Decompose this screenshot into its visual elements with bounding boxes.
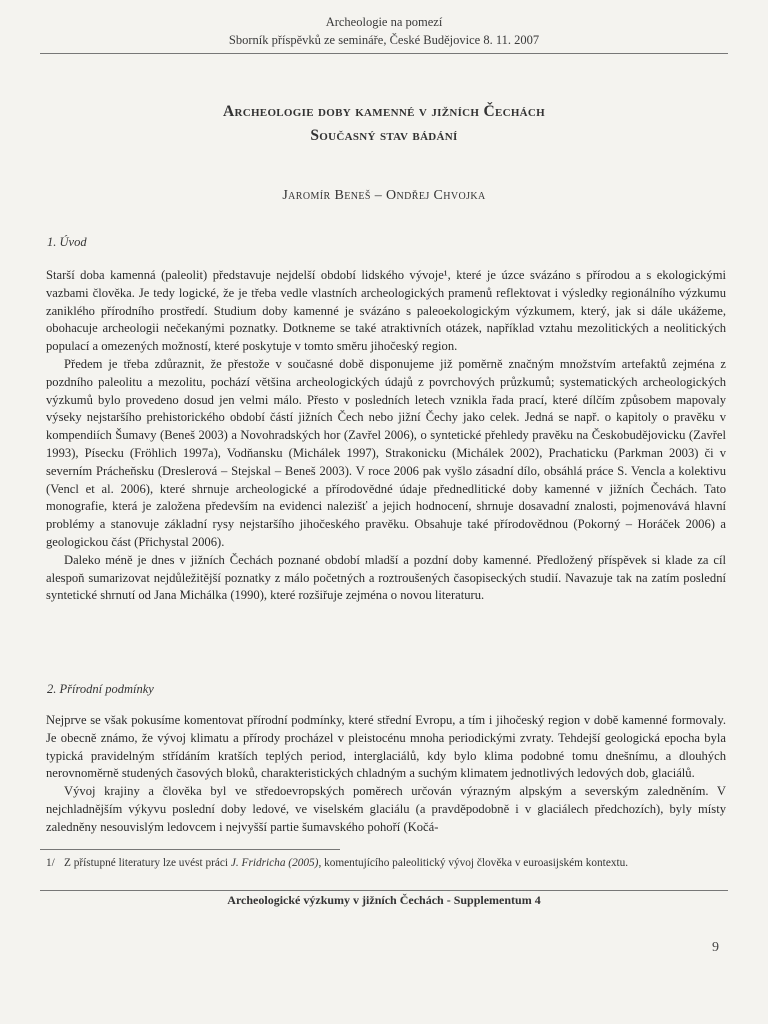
header-line-2: Sborník příspěvků ze semináře, České Budějovice 8. 11. 2007 [228, 33, 540, 47]
section-heading-intro: 1. Úvod [47, 235, 87, 249]
article-title: Archeologie doby kamenné v jižních Čechách [222, 103, 546, 120]
authors: Jaromír Beneš – Ondřej Chvojka [282, 188, 486, 203]
paragraph: Předem je třeba zdůraznit, že přestože v současné době disponujeme již poměrně značným množstvím artefaktů zejména z pozdního paleolitu a mezolitu, pochází většina archeologických údajů z povrchových průzkumů; systematických archeologických výzkumů bylo provedeno dosud jen velmi málo. Přesto v posledních letech vznikla řada prací, které dílčím způsobem mapovaly výseky nejstaršího prehistorického období částí jižních Čech nebo jižní Čechy jako celek. Jedná se např. o kapitoly o pravěku v kompendiích Šumavy (Beneš 2003) a Novohradských hor (Zavřel 2006), o syntetické přehledy pravěku na Českobudějovicku (Zavřel 1993), Písecku (Fröhlich 1997a), Vodňansku (Michálek 1997), Strakonicku (Michálek 2002), Prachaticku (Parkman 2003) či v severním Prácheňsku (Dreslerová – Stejskal – Beneš 2003). V roce 2006 pak vyšlo zásadní dílo, obsáhlá práce S. Vencla a kolektivu (Vencl et al. 2006), které shrnuje archeologické a přírodovědné údaje přednedlitické doby kamenné v jižních Čechách. Tato monografie, která je založena především na evidenci nalezišť a jejich hodnocení, shrnuje dosavadní znalosti, pojmenovává hlavní problémy a stanovuje základní rysy nejstaršího jihočeského pravěku. Obsahuje také přírodovědnou (Pokorný – Horáček 2006) a geologickou část (Přichystal 2006). [46, 356, 726, 549]
running-footer: Archeologické výzkumy v jižních Čechách - Supplementum 4 [227, 893, 541, 907]
paragraph: Nejprve se však pokusíme komentovat přírodní podmínky, které střední Evropu, a tím i jihočeský region v době kamenné formovaly. Je obecně známo, že vývoj klimatu a přírody procházel v pleistocénu mnoha periodickými zvraty. Tehdejší geologická epocha byla typická pravidelným střídáním kratších teplých period, interglaciálů, kdy bylo klima podobné tomu dnešnímu, a dlouhých nerovnoměrně studených časových bloků, charakteristických chladným a suchým klimatem jednotlivých ledových dob, glaciálů. [46, 713, 726, 781]
footnote-number: 1/ [46, 857, 55, 869]
header-line-1: Archeologie na pomezí [325, 15, 443, 29]
paragraph: Vývoj krajiny a člověka byl ve středoevropských poměrech určován výrazným alpským a severským zaledněním. V nejchladnějším výkyvu poslední doby ledové, ve viselském glaciálu (a pravděpodobně i v glaciálech předchozích), byly místy zaledněny nesouvislým ledovcem i nejvyšší partie šumavského pohoří (Kočá- [46, 784, 726, 834]
footnote-citation: J. Fridricha (2005) [230, 857, 319, 869]
footnote [46, 855, 726, 871]
header-divider [40, 53, 728, 54]
paragraph: Daleko méně je dnes v jižních Čechách poznané období mladší a pozdní doby kamenné. Předložený příspěvek si klade za cíl alespoň sumarizovat nejdůležitější poznatky z málo početných a roztroušených časopiseckých studií. Navazuje tak na zatím poslední syntetické shrnutí od Jana Michálka (1990), které rozšiřuje zejména o novou literaturu. [46, 552, 726, 603]
section-body-natural-conditions [46, 712, 726, 837]
footnote-divider [40, 849, 340, 850]
paragraph: Starší doba kamenná (paleolit) představuje nejdelší období lidského vývoje¹, které je úzce svázáno s přírodou a s ekologickými vazbami člověka. Je tedy logické, že je třeba vedle vlastních archeologických pramenů reflektovat i výsledky regionálního výzkumu zaniklého přírodního prostředí. Studium doby kamenné je svázáno s paleoekologickým výzkumem, který, jak si dále ukážeme, obohacuje archeologii nečekanými poznatky. Dotkneme se také atraktivních otázek, například vztahu mezolitických a neolitických populací a omezených možností, které poskytuje v tomto směru jihočeský region. [46, 268, 726, 354]
section-body-intro [46, 267, 726, 605]
article-subtitle: Současný stav bádání [310, 127, 458, 144]
footer-divider [40, 890, 728, 891]
footnote-text: Z přístupné literatury lze uvést práci [64, 857, 229, 869]
section-heading-natural-conditions: 2. Přírodní podmínky [47, 682, 154, 696]
page-number: 9 [712, 940, 719, 955]
footnote-text-end: , komentujícího paleolitický vývoj člověka v euroasijském kontextu. [318, 857, 629, 869]
